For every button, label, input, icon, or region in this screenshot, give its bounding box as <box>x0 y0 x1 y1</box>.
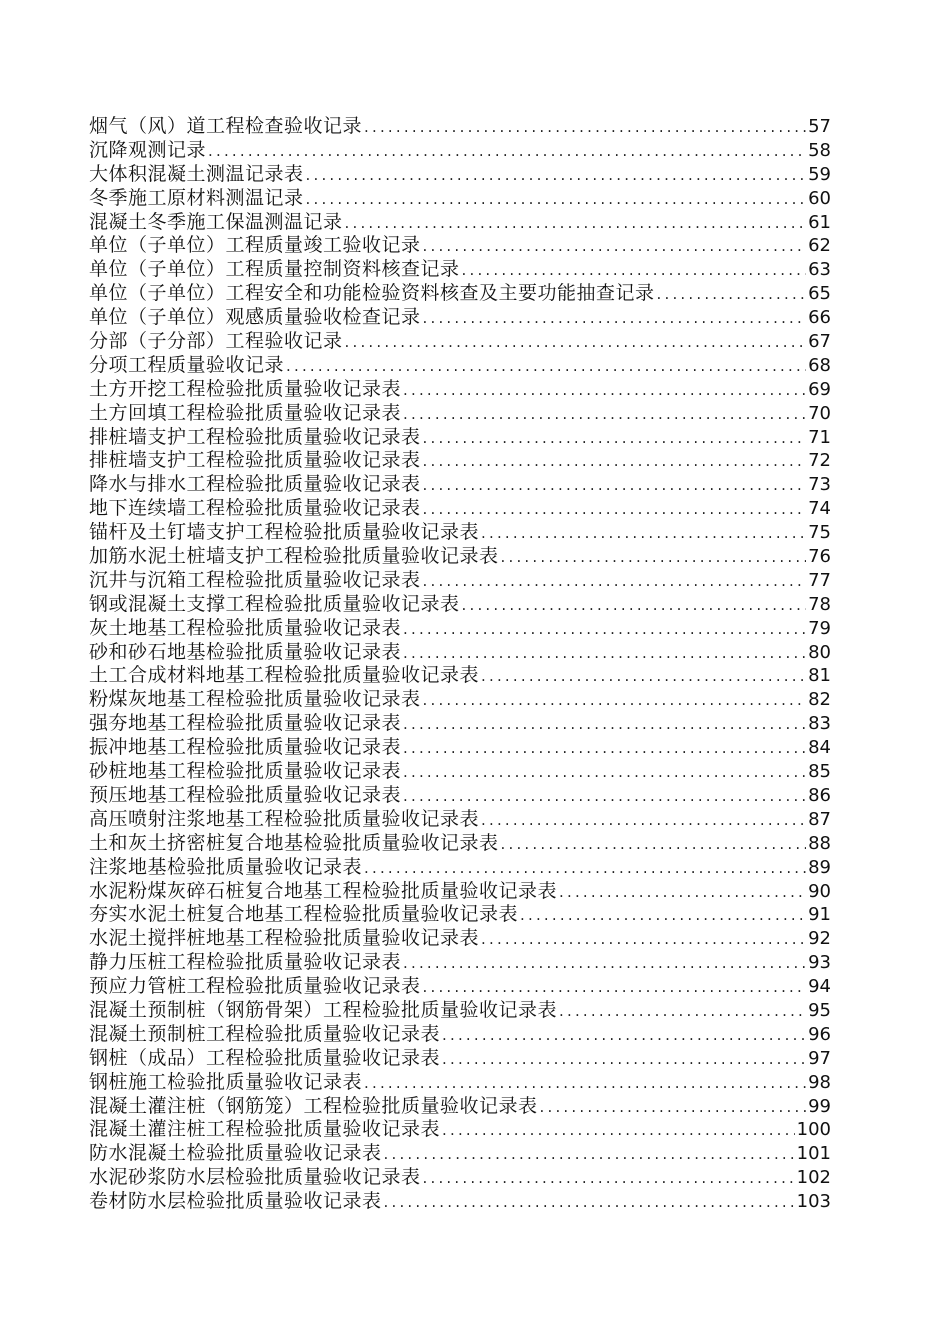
toc-entry-page-number: 98 <box>808 1071 831 1093</box>
toc-entry[interactable] <box>89 449 831 473</box>
toc-dot-leader <box>481 809 806 832</box>
toc-entry-title: 卷材防水层检验批质量验收记录表 <box>89 1190 382 1213</box>
toc-entry[interactable] <box>89 1166 831 1190</box>
toc-entry-title: 地下连续墙工程检验批质量验收记录表 <box>89 497 421 520</box>
toc-dot-leader <box>423 474 807 497</box>
toc-dot-leader <box>423 235 807 258</box>
toc-entry[interactable] <box>89 593 831 617</box>
toc-entry-title: 混凝土预制桩工程检验批质量验收记录表 <box>89 1022 441 1045</box>
toc-entry-title: 砂和砂石地基检验批质量验收记录表 <box>89 640 402 663</box>
toc-entry-title: 砂桩地基工程检验批质量验收记录表 <box>89 760 402 783</box>
toc-entry[interactable] <box>89 115 831 139</box>
toc-entry-page-number: 85 <box>808 761 831 783</box>
toc-entry-title: 沉井与沉箱工程检验批质量验收记录表 <box>89 568 421 591</box>
toc-entry-page-number: 76 <box>808 546 831 568</box>
toc-entry[interactable] <box>89 1071 831 1095</box>
toc-entry-title: 沉降观测记录 <box>89 138 207 161</box>
toc-entry-page-number: 99 <box>808 1095 831 1117</box>
toc-dot-leader <box>403 642 806 665</box>
toc-entry[interactable] <box>89 426 831 450</box>
toc-entry[interactable] <box>89 569 831 593</box>
toc-entry-title: 单位（子单位）观感质量验收检查记录 <box>89 306 421 329</box>
toc-entry-title: 土方开挖工程检验批质量验收记录表 <box>89 377 402 400</box>
toc-entry-page-number: 84 <box>808 737 831 759</box>
toc-entry-title: 钢桩（成品）工程检验批质量验收记录表 <box>89 1046 441 1069</box>
toc-dot-leader <box>384 1143 795 1166</box>
toc-dot-leader <box>559 1000 806 1023</box>
toc-entry[interactable] <box>89 736 831 760</box>
toc-dot-leader <box>442 1048 806 1071</box>
toc-entry-title: 土和灰土挤密桩复合地基检验批质量验收记录表 <box>89 831 499 854</box>
toc-entry[interactable] <box>89 1095 831 1119</box>
toc-entry-page-number: 93 <box>808 952 831 974</box>
toc-entry-title: 水泥粉煤灰碎石桩复合地基工程检验批质量验收记录表 <box>89 879 558 902</box>
toc-entry-page-number: 83 <box>808 713 831 735</box>
toc-entry[interactable] <box>89 1142 831 1166</box>
toc-dot-leader <box>384 1191 795 1214</box>
toc-entry-page-number: 81 <box>808 665 831 687</box>
toc-entry-page-number: 80 <box>808 641 831 663</box>
toc-entry-page-number: 95 <box>808 999 831 1021</box>
table-of-contents <box>89 115 831 1214</box>
toc-entry-title: 锚杆及土钉墙支护工程检验批质量验收记录表 <box>89 521 480 544</box>
toc-entry-page-number: 87 <box>808 808 831 830</box>
toc-dot-leader <box>403 761 806 784</box>
toc-dot-leader <box>306 188 807 211</box>
toc-dot-leader <box>403 952 806 975</box>
toc-dot-leader <box>423 307 807 330</box>
toc-dot-leader <box>423 1167 795 1190</box>
toc-dot-leader <box>442 1119 795 1142</box>
toc-entry[interactable] <box>89 880 831 904</box>
toc-entry[interactable] <box>89 617 831 641</box>
toc-entry[interactable] <box>89 139 831 163</box>
toc-entry-title: 混凝土灌注桩工程检验批质量验收记录表 <box>89 1118 441 1141</box>
toc-dot-leader <box>481 522 806 545</box>
toc-entry-title: 大体积混凝土测温记录表 <box>89 162 304 185</box>
toc-entry[interactable] <box>89 1118 831 1142</box>
toc-entry-page-number: 101 <box>796 1143 831 1165</box>
toc-entry-title: 土方回填工程检验批质量验收记录表 <box>89 401 402 424</box>
toc-entry[interactable] <box>89 856 831 880</box>
toc-entry-page-number: 74 <box>808 498 831 520</box>
toc-dot-leader <box>657 283 807 306</box>
toc-entry-title: 钢桩施工检验批质量验收记录表 <box>89 1070 363 1093</box>
toc-entry-title: 混凝土灌注桩（钢筋笼）工程检验批质量验收记录表 <box>89 1094 538 1117</box>
toc-entry[interactable] <box>89 641 831 665</box>
toc-entry-page-number: 102 <box>796 1167 831 1189</box>
toc-entry[interactable] <box>89 187 831 211</box>
toc-entry-page-number: 78 <box>808 593 831 615</box>
toc-entry-page-number: 65 <box>808 283 831 305</box>
toc-entry-title: 加筋水泥土桩墙支护工程检验批质量验收记录表 <box>89 545 499 568</box>
toc-entry-title: 钢或混凝土支撑工程检验批质量验收记录表 <box>89 592 460 615</box>
toc-entry-title: 烟气（风）道工程检查验收记录 <box>89 115 363 137</box>
toc-entry[interactable] <box>89 330 831 354</box>
toc-entry-title: 振冲地基工程检验批质量验收记录表 <box>89 736 402 759</box>
toc-dot-leader <box>364 116 806 139</box>
toc-dot-leader <box>403 713 806 736</box>
toc-entry[interactable] <box>89 832 831 856</box>
toc-entry-page-number: 70 <box>808 402 831 424</box>
toc-entry-page-number: 90 <box>808 880 831 902</box>
toc-entry-title: 土工合成材料地基工程检验批质量验收记录表 <box>89 664 480 687</box>
toc-entry[interactable] <box>89 258 831 282</box>
toc-dot-leader <box>540 1096 807 1119</box>
toc-dot-leader <box>364 857 806 880</box>
toc-entry-page-number: 82 <box>808 689 831 711</box>
toc-entry[interactable] <box>89 808 831 832</box>
toc-entry[interactable] <box>89 784 831 808</box>
toc-entry-page-number: 75 <box>808 522 831 544</box>
toc-dot-leader <box>559 881 806 904</box>
toc-dot-leader <box>403 379 806 402</box>
toc-entry-page-number: 71 <box>808 426 831 448</box>
toc-entry-page-number: 89 <box>808 856 831 878</box>
toc-dot-leader <box>520 904 806 927</box>
toc-entry[interactable] <box>89 712 831 736</box>
toc-dot-leader <box>442 1024 806 1047</box>
toc-dot-leader <box>403 737 806 760</box>
toc-entry[interactable] <box>89 282 831 306</box>
toc-entry-title: 粉煤灰地基工程检验批质量验收记录表 <box>89 688 421 711</box>
toc-entry-page-number: 59 <box>808 163 831 185</box>
toc-entry[interactable] <box>89 951 831 975</box>
toc-entry-title: 单位（子单位）工程安全和功能检验资料核查及主要功能抽查记录 <box>89 282 655 305</box>
toc-dot-leader <box>423 570 807 593</box>
toc-dot-leader <box>481 928 806 951</box>
toc-entry-title: 降水与排水工程检验批质量验收记录表 <box>89 473 421 496</box>
toc-entry-title: 混凝土预制桩（钢筋骨架）工程检验批质量验收记录表 <box>89 998 558 1021</box>
toc-entry-title: 预压地基工程检验批质量验收记录表 <box>89 783 402 806</box>
toc-entry-title: 高压喷射注浆地基工程检验批质量验收记录表 <box>89 807 480 830</box>
toc-entry-page-number: 92 <box>808 928 831 950</box>
toc-entry-page-number: 94 <box>808 976 831 998</box>
toc-entry[interactable] <box>89 664 831 688</box>
toc-entry[interactable] <box>89 903 831 927</box>
toc-entry-page-number: 66 <box>808 307 831 329</box>
toc-dot-leader <box>364 1072 806 1095</box>
toc-entry-title: 静力压桩工程检验批质量验收记录表 <box>89 951 402 974</box>
toc-dot-leader <box>462 259 807 282</box>
toc-entry-title: 水泥砂浆防水层检验批质量验收记录表 <box>89 1166 421 1189</box>
toc-dot-leader <box>403 785 806 808</box>
toc-entry[interactable] <box>89 688 831 712</box>
toc-entry-title: 冬季施工原材料测温记录 <box>89 186 304 209</box>
toc-dot-leader <box>423 450 807 473</box>
toc-entry[interactable] <box>89 306 831 330</box>
toc-entry[interactable] <box>89 497 831 521</box>
toc-entry[interactable] <box>89 378 831 402</box>
toc-entry[interactable] <box>89 760 831 784</box>
toc-entry-page-number: 57 <box>808 116 831 137</box>
toc-entry-page-number: 88 <box>808 832 831 854</box>
toc-dot-leader <box>345 212 807 235</box>
toc-dot-leader <box>208 140 806 163</box>
toc-entry-page-number: 73 <box>808 474 831 496</box>
toc-entry-page-number: 67 <box>808 331 831 353</box>
toc-entry-page-number: 72 <box>808 450 831 472</box>
toc-entry-title: 单位（子单位）工程质量竣工验收记录 <box>89 234 421 257</box>
toc-dot-leader <box>423 498 807 521</box>
toc-entry-title: 预应力管桩工程检验批质量验收记录表 <box>89 975 421 998</box>
toc-entry-page-number: 77 <box>808 569 831 591</box>
toc-dot-leader <box>501 833 807 856</box>
toc-entry-page-number: 60 <box>808 187 831 209</box>
toc-entry-page-number: 91 <box>808 904 831 926</box>
toc-entry-page-number: 61 <box>808 211 831 233</box>
toc-entry[interactable] <box>89 234 831 258</box>
toc-entry-page-number: 63 <box>808 259 831 281</box>
toc-entry[interactable] <box>89 999 831 1023</box>
toc-entry-page-number: 103 <box>796 1191 831 1213</box>
toc-dot-leader <box>423 689 807 712</box>
toc-dot-leader <box>286 355 806 378</box>
toc-entry-title: 排桩墙支护工程检验批质量验收记录表 <box>89 425 421 448</box>
toc-entry-title: 分部（子分部）工程验收记录 <box>89 330 343 353</box>
toc-entry-title: 夯实水泥土桩复合地基工程检验批质量验收记录表 <box>89 903 519 926</box>
toc-entry-page-number: 86 <box>808 784 831 806</box>
toc-entry[interactable] <box>89 521 831 545</box>
toc-entry-title: 分项工程质量验收记录 <box>89 353 285 376</box>
toc-dot-leader <box>345 331 807 354</box>
toc-entry-page-number: 68 <box>808 354 831 376</box>
toc-entry-page-number: 69 <box>808 378 831 400</box>
toc-entry-page-number: 79 <box>808 617 831 639</box>
toc-entry-title: 排桩墙支护工程检验批质量验收记录表 <box>89 449 421 472</box>
toc-entry[interactable] <box>89 1023 831 1047</box>
toc-dot-leader <box>306 164 807 187</box>
toc-entry[interactable] <box>89 545 831 569</box>
toc-dot-leader <box>481 665 806 688</box>
toc-entry[interactable] <box>89 1190 831 1214</box>
toc-entry-title: 强夯地基工程检验批质量验收记录表 <box>89 712 402 735</box>
toc-entry[interactable] <box>89 402 831 426</box>
toc-entry-title: 混凝土冬季施工保温测温记录 <box>89 210 343 233</box>
toc-dot-leader <box>403 618 806 641</box>
toc-dot-leader <box>423 427 807 450</box>
toc-entry[interactable] <box>89 163 831 187</box>
toc-entry[interactable] <box>89 354 831 378</box>
toc-entry-page-number: 100 <box>796 1119 831 1141</box>
toc-entry-page-number: 58 <box>808 139 831 161</box>
toc-dot-leader <box>423 976 807 999</box>
toc-entry-title: 水泥土搅拌桩地基工程检验批质量验收记录表 <box>89 927 480 950</box>
toc-entry-title: 灰土地基工程检验批质量验收记录表 <box>89 616 402 639</box>
toc-entry-title: 防水混凝土检验批质量验收记录表 <box>89 1142 382 1165</box>
toc-entry-page-number: 96 <box>808 1023 831 1045</box>
toc-entry[interactable] <box>89 211 831 235</box>
toc-entry-title: 注浆地基检验批质量验收记录表 <box>89 855 363 878</box>
toc-entry-page-number: 62 <box>808 235 831 257</box>
toc-entry[interactable] <box>89 927 831 951</box>
toc-entry[interactable] <box>89 473 831 497</box>
toc-entry-page-number: 97 <box>808 1047 831 1069</box>
toc-dot-leader <box>403 403 806 426</box>
toc-entry-title: 单位（子单位）工程质量控制资料核查记录 <box>89 258 460 281</box>
toc-dot-leader <box>501 546 807 569</box>
toc-entry[interactable] <box>89 1047 831 1071</box>
toc-entry[interactable] <box>89 975 831 999</box>
toc-dot-leader <box>462 594 807 617</box>
